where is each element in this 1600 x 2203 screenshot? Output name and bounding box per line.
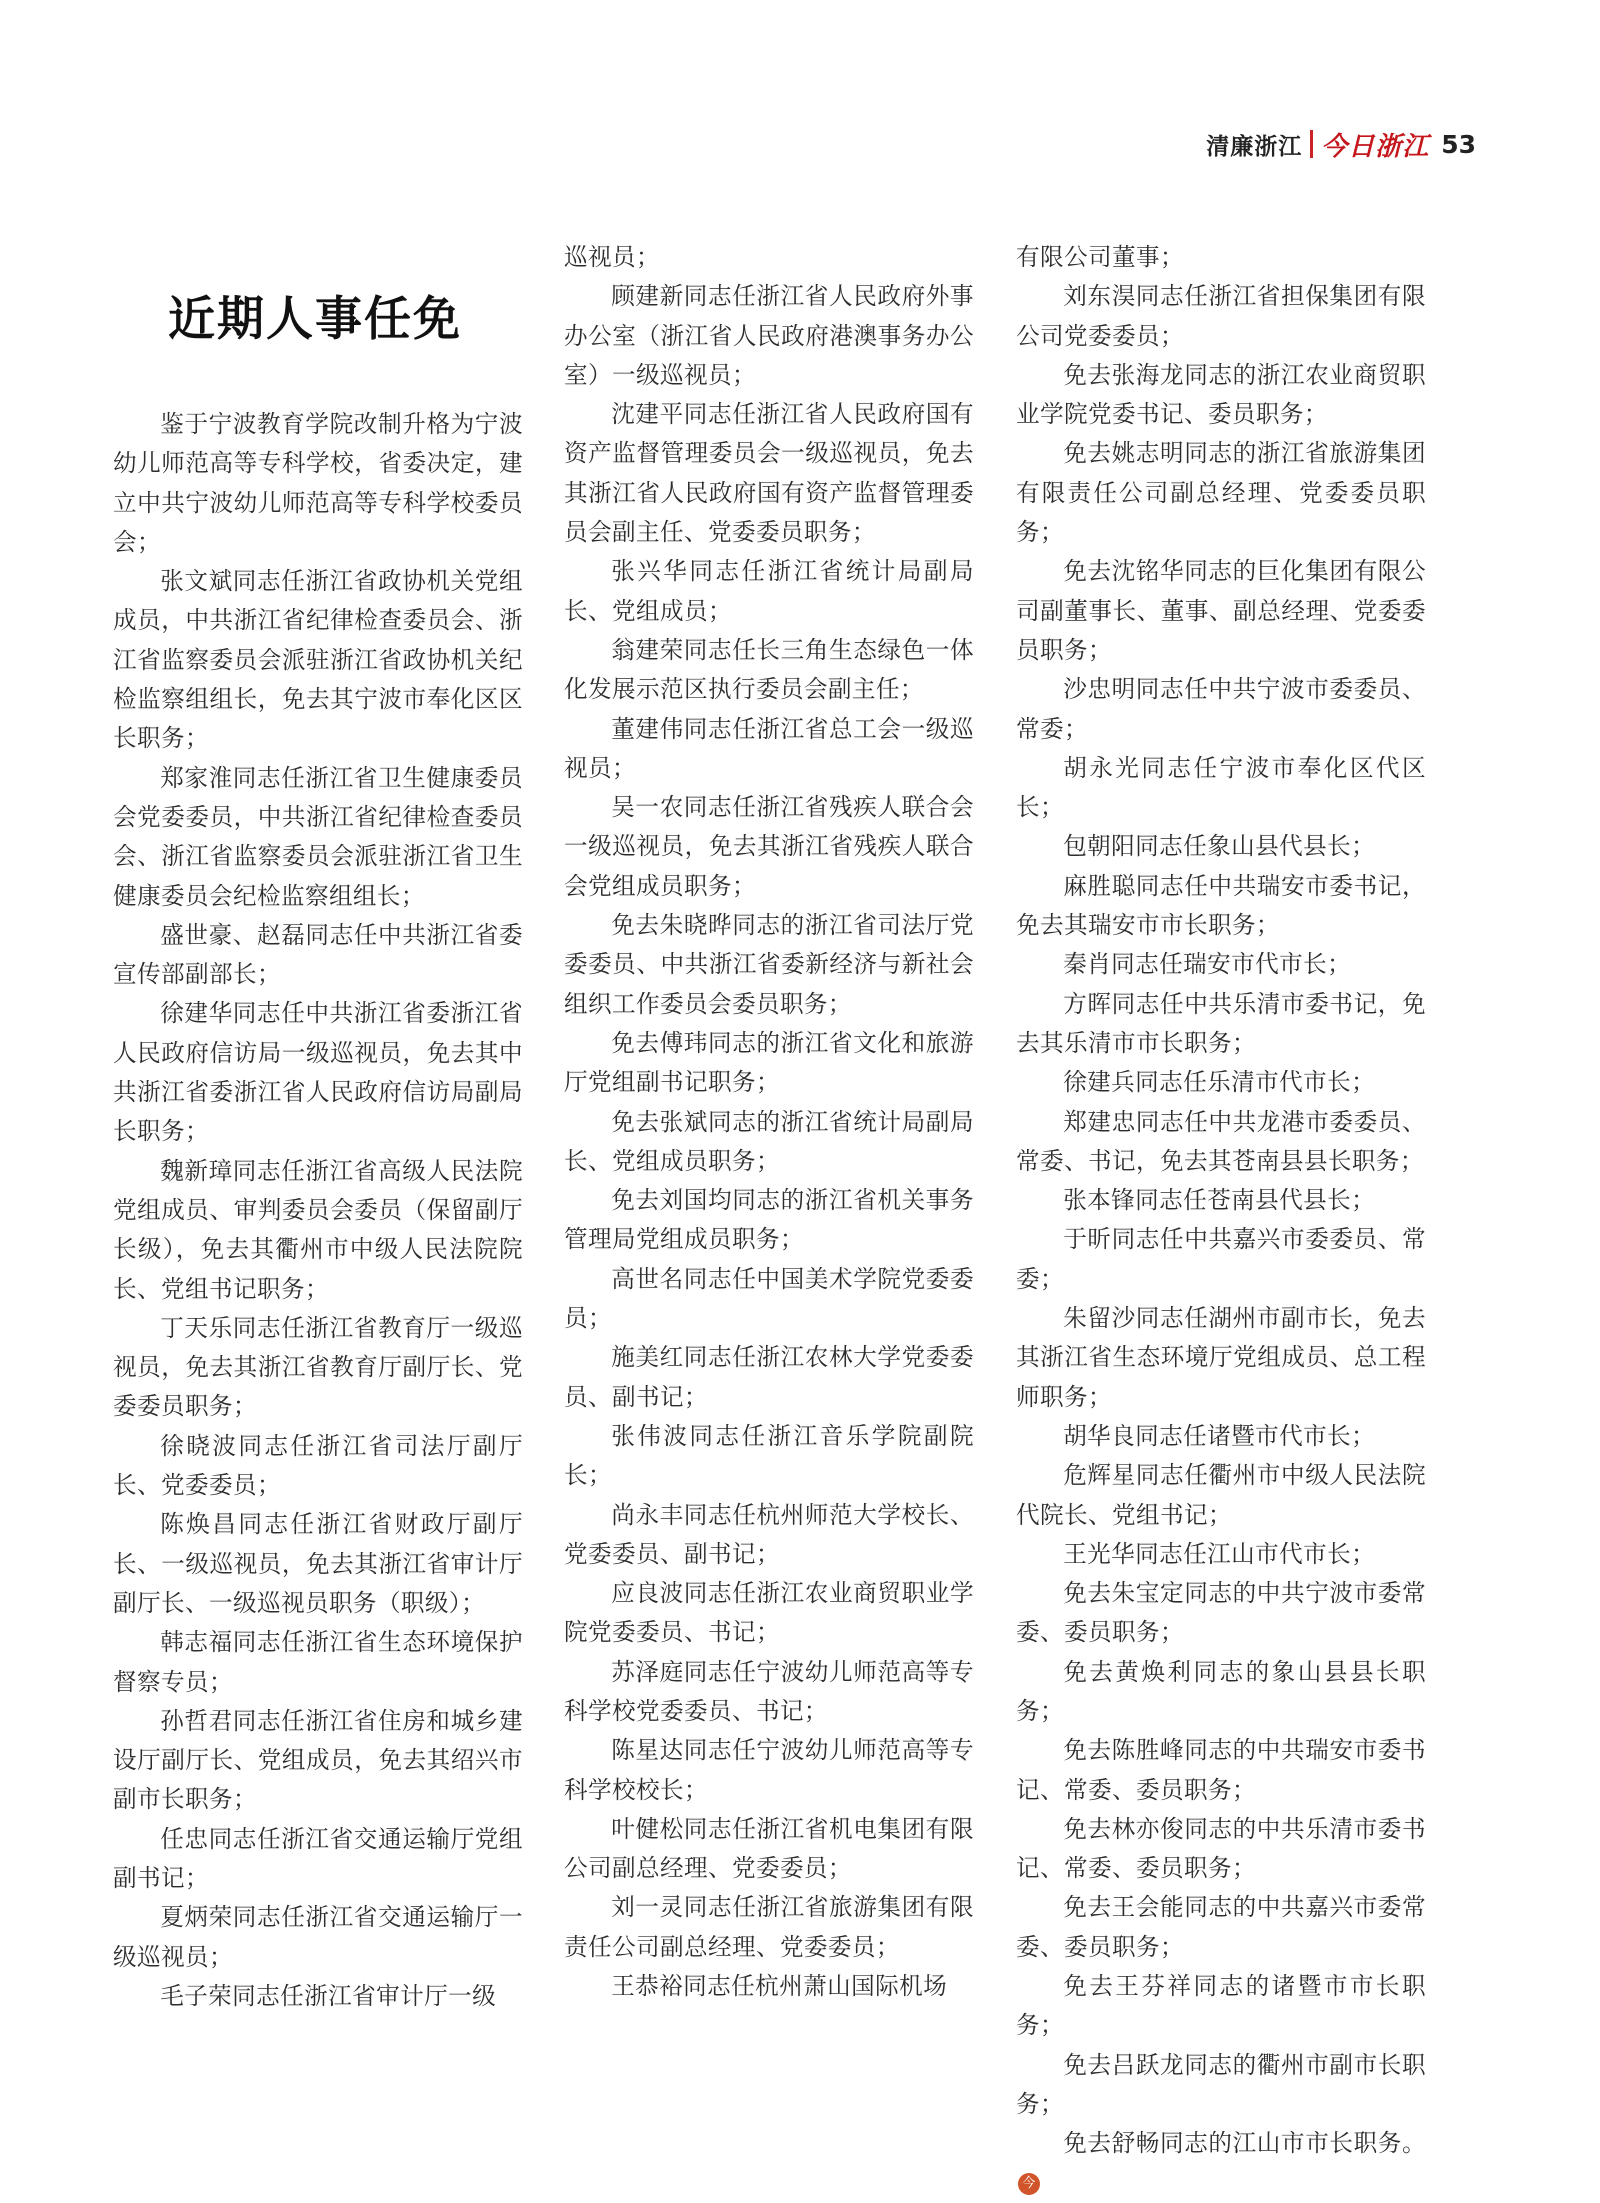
paragraph xyxy=(564,277,974,395)
paragraph xyxy=(564,788,974,906)
paragraph-text: 刘东淏同志任浙江省担保集团有限公司党委委员； xyxy=(1016,282,1426,350)
paragraph xyxy=(1016,985,1426,1064)
paragraph-text: 沈建平同志任浙江省人民政府国有资产监督管理委员会一级巡视员，免去其浙江省人民政府国有资产监督管理委员会副主任、党委委员职务； xyxy=(564,400,974,547)
paragraph-continuation: 有限公司董事； xyxy=(1016,243,1184,271)
paragraph-text: 免去姚志明同志的浙江省旅游集团有限责任公司副总经理、党委委员职务； xyxy=(1016,439,1426,547)
paragraph-text: 免去黄焕利同志的象山县县长职务； xyxy=(1016,1657,1426,1725)
paragraph xyxy=(113,1977,523,2016)
paragraph-text: 陈焕昌同志任浙江省财政厅副厅长、一级巡视员，免去其浙江省审计厅副厅长、一级巡视员职务（职级）； xyxy=(113,1510,523,1617)
text-column-3 xyxy=(1016,238,1426,2203)
paragraph xyxy=(113,1427,523,1506)
paragraph-text: 免去张斌同志的浙江省统计局副局长、党组成员职务； xyxy=(564,1107,974,1175)
page-header xyxy=(1206,120,1476,168)
paragraph xyxy=(1016,749,1426,828)
paragraph xyxy=(1016,2046,1426,2125)
paragraph-text: 秦肖同志任瑞安市代市长； xyxy=(1063,950,1352,979)
paragraph xyxy=(564,395,974,552)
paragraph xyxy=(113,1505,523,1623)
paragraph xyxy=(1016,1888,1426,1967)
paragraph-text: 危辉星同志任衢州市中级人民法院代院长、党组书记； xyxy=(1016,1461,1426,1529)
paragraph xyxy=(1016,1574,1426,1653)
magazine-logo: 今日浙江 xyxy=(1321,131,1430,162)
paragraph xyxy=(1016,1417,1426,1456)
paragraph-text: 韩志福同志任浙江省生态环境保护督察专员； xyxy=(113,1628,523,1696)
paragraph xyxy=(1016,277,1426,356)
paragraph-text: 免去陈胜峰同志的中共瑞安市委书记、常委、委员职务； xyxy=(1016,1736,1426,1804)
paragraph xyxy=(1016,1299,1426,1417)
paragraph xyxy=(564,552,974,631)
paragraph-text: 免去王芬祥同志的诸暨市市长职务； xyxy=(1016,1972,1426,2040)
paragraph-text: 免去傅玮同志的浙江省文化和旅游厅党组副书记职务； xyxy=(564,1028,974,1097)
header-divider xyxy=(1310,130,1313,158)
paragraph xyxy=(1016,1535,1426,1574)
paragraph-text: 应良波同志任浙江农业商贸职业学院党委委员、书记； xyxy=(564,1579,974,1647)
paragraph xyxy=(113,1152,523,1309)
text-column-2 xyxy=(564,238,974,2006)
paragraph xyxy=(1016,1063,1426,1102)
paragraph xyxy=(564,710,974,789)
paragraph-text: 魏新璋同志任浙江省高级人民法院党组成员、审判委员会委员（保留副厅长级），免去其衢州市中级人民法院院长、党组书记职务； xyxy=(113,1156,523,1303)
paragraph-continuation: 巡视员； xyxy=(564,243,660,271)
paragraph xyxy=(1016,356,1426,435)
paragraph xyxy=(113,1820,523,1899)
paragraph-text: 徐晓波同志任浙江省司法厅副厅长、党委委员； xyxy=(113,1431,523,1500)
page-number: 53 xyxy=(1441,129,1476,159)
paragraph xyxy=(113,1309,523,1427)
paragraph xyxy=(1016,1181,1426,1220)
paragraph-text: 张本锋同志任苍南县代县长； xyxy=(1063,1186,1376,1215)
paragraph xyxy=(113,405,523,562)
paragraph xyxy=(1016,434,1426,552)
paragraph-text: 陈星达同志任宁波幼儿师范高等专科学校校长； xyxy=(564,1736,974,1804)
paragraph-text: 于昕同志任中共嘉兴市委委员、常委； xyxy=(1016,1225,1426,1293)
paragraph xyxy=(564,1103,974,1182)
paragraph xyxy=(113,994,523,1151)
paragraph xyxy=(1016,1731,1426,1810)
paragraph-text: 免去朱宝定同志的中共宁波市委常委、委员职务； xyxy=(1016,1579,1426,1647)
paragraph-text: 丁天乐同志任浙江省教育厅一级巡视员，免去其浙江省教育厅副厅长、党委委员职务； xyxy=(113,1313,523,1421)
paragraph-text: 任忠同志任浙江省交通运输厅党组副书记； xyxy=(113,1824,523,1892)
paragraph-text: 张文斌同志任浙江省政协机关党组成员，中共浙江省纪律检查委员会、浙江省监察委员会派驻浙江省政协机关纪检监察组组长，免去其宁波市奉化区区长职务； xyxy=(113,567,523,753)
paragraph xyxy=(564,1417,974,1496)
paragraph xyxy=(1016,1653,1426,1732)
paragraph-text: 胡永光同志任宁波市奉化区代区长； xyxy=(1016,753,1426,822)
paragraph-text: 免去林亦俊同志的中共乐清市委书记、常委、委员职务； xyxy=(1016,1814,1426,1883)
paragraph-text: 尚永丰同志任杭州师范大学校长、党委委员、副书记； xyxy=(564,1500,974,1568)
paragraph xyxy=(113,916,523,995)
paragraph-text: 翁建荣同志任长三角生态绿色一体化发展示范区执行委员会副主任； xyxy=(564,635,974,704)
paragraph-text: 刘一灵同志任浙江省旅游集团有限责任公司副总经理、党委委员； xyxy=(564,1893,974,1961)
paragraph-text: 免去沈铭华同志的巨化集团有限公司副董事长、董事、副总经理、党委委员职务； xyxy=(1016,557,1426,664)
paragraph-text: 沙忠明同志任中共宁波市委委员、常委； xyxy=(1016,675,1426,743)
paragraph xyxy=(113,759,523,916)
paragraph-text: 盛世豪、赵磊同志任中共浙江省委宣传部副部长； xyxy=(113,920,523,989)
paragraph-text: 高世名同志任中国美术学院党委委员； xyxy=(564,1264,974,1333)
paragraph-text: 胡华良同志任诸暨市代市长； xyxy=(1063,1421,1376,1450)
paragraph xyxy=(564,906,974,1024)
paragraph xyxy=(1016,1967,1426,2046)
paragraph xyxy=(1016,1456,1426,1535)
paragraph-text: 孙哲君同志任浙江省住房和城乡建设厅副厅长、党组成员，免去其绍兴市副市长职务； xyxy=(113,1706,523,1814)
paragraph-text: 免去王会能同志的中共嘉兴市委常委、委员职务； xyxy=(1016,1893,1426,1961)
paragraph xyxy=(1016,552,1426,670)
paragraph-text: 张伟波同志任浙江音乐学院副院长； xyxy=(564,1421,974,1490)
paragraph xyxy=(113,1623,523,1702)
paragraph xyxy=(113,562,523,758)
paragraph-text: 免去张海龙同志的浙江农业商贸职业学院党委书记、委员职务； xyxy=(1016,360,1426,429)
paragraph xyxy=(564,1967,974,2006)
paragraph-text: 麻胜聪同志任中共瑞安市委书记，免去其瑞安市市长职务； xyxy=(1016,871,1426,940)
paragraph-text: 免去朱晓晔同志的浙江省司法厅党委委员、中共浙江省委新经济与新社会组织工作委员会委员职务； xyxy=(564,911,974,1018)
section-name: 清廉浙江 xyxy=(1206,133,1303,160)
article-title: 近期人事任免 xyxy=(168,292,462,347)
paragraph-text: 朱留沙同志任湖州市副市长，免去其浙江省生态环境厅党组成员、总工程师职务； xyxy=(1016,1304,1426,1411)
paragraph-text: 王光华同志任江山市代市长； xyxy=(1063,1539,1376,1568)
paragraph xyxy=(1016,1220,1426,1299)
paragraph xyxy=(1016,827,1426,866)
paragraph-text: 夏炳荣同志任浙江省交通运输厅一级巡视员； xyxy=(113,1903,523,1971)
paragraph xyxy=(564,1810,974,1889)
paragraph-text: 鉴于宁波教育学院改制升格为宁波幼儿师范高等专科学校，省委决定，建立中共宁波幼儿师范高等专科学校委员会； xyxy=(113,410,523,556)
paragraph xyxy=(1016,670,1426,749)
paragraph xyxy=(564,1024,974,1103)
paragraph xyxy=(1016,945,1426,984)
paragraph-text: 苏泽庭同志任宁波幼儿师范高等专科学校党委委员、书记； xyxy=(564,1657,974,1725)
paragraph-text: 免去刘国均同志的浙江省机关事务管理局党组成员职务； xyxy=(564,1186,974,1254)
paragraph xyxy=(564,1731,974,1810)
paragraph xyxy=(564,631,974,710)
paragraph-text: 施美红同志任浙江农林大学党委委员、副书记； xyxy=(564,1343,974,1411)
paragraph xyxy=(564,1496,974,1575)
paragraph xyxy=(1016,867,1426,946)
paragraph-text: 吴一农同志任浙江省残疾人联合会一级巡视员，免去其浙江省残疾人联合会党组成员职务； xyxy=(564,793,974,900)
paragraph-text: 免去吕跃龙同志的衢州市副市长职务； xyxy=(1016,2050,1426,2118)
paragraph-text: 免去舒畅同志的江山市市长职务。 xyxy=(1063,2129,1426,2158)
paragraph xyxy=(1016,1103,1426,1182)
paragraph-text: 董建伟同志任浙江省总工会一级巡视员； xyxy=(564,714,974,782)
paragraph-text: 毛子荣同志任浙江省审计厅一级 xyxy=(160,1981,497,2010)
end-mark-icon: 今 xyxy=(1018,2173,1040,2195)
paragraph-text: 叶健松同志任浙江省机电集团有限公司副总经理、党委委员； xyxy=(564,1814,974,1883)
text-column-1 xyxy=(113,405,523,2016)
paragraph xyxy=(564,1181,974,1260)
paragraph-text: 张兴华同志任浙江省统计局副局长、党组成员； xyxy=(564,557,974,625)
paragraph-text: 郑家淮同志任浙江省卫生健康委员会党委委员，中共浙江省纪律检查委员会、浙江省监察委员会派驻浙江省卫生健康委员会纪检监察组组长； xyxy=(113,763,523,910)
paragraph xyxy=(1016,2124,1426,2203)
paragraph xyxy=(564,1260,974,1339)
paragraph xyxy=(564,1574,974,1653)
paragraph-text: 徐建兵同志任乐清市代市长； xyxy=(1063,1068,1376,1097)
paragraph xyxy=(1016,1810,1426,1889)
paragraph-text: 王恭裕同志任杭州萧山国际机场 xyxy=(611,1972,948,2001)
paragraph xyxy=(564,1338,974,1417)
paragraph-text: 郑建忠同志任中共龙港市委委员、常委、书记，免去其苍南县县长职务； xyxy=(1016,1107,1426,1175)
paragraph xyxy=(113,1898,523,1977)
paragraph-text: 包朝阳同志任象山县代县长； xyxy=(1063,832,1376,861)
paragraph-text: 顾建新同志任浙江省人民政府外事办公室（浙江省人民政府港澳事务办公室）一级巡视员； xyxy=(564,282,974,389)
paragraph xyxy=(564,1653,974,1732)
paragraph xyxy=(113,1702,523,1820)
paragraph-text: 方晖同志任中共乐清市委书记，免去其乐清市市长职务； xyxy=(1016,989,1426,1057)
paragraph xyxy=(564,1888,974,1967)
paragraph-text: 徐建华同志任中共浙江省委浙江省人民政府信访局一级巡视员，免去其中共浙江省委浙江省人民政府信访局副局长职务； xyxy=(113,999,523,1146)
